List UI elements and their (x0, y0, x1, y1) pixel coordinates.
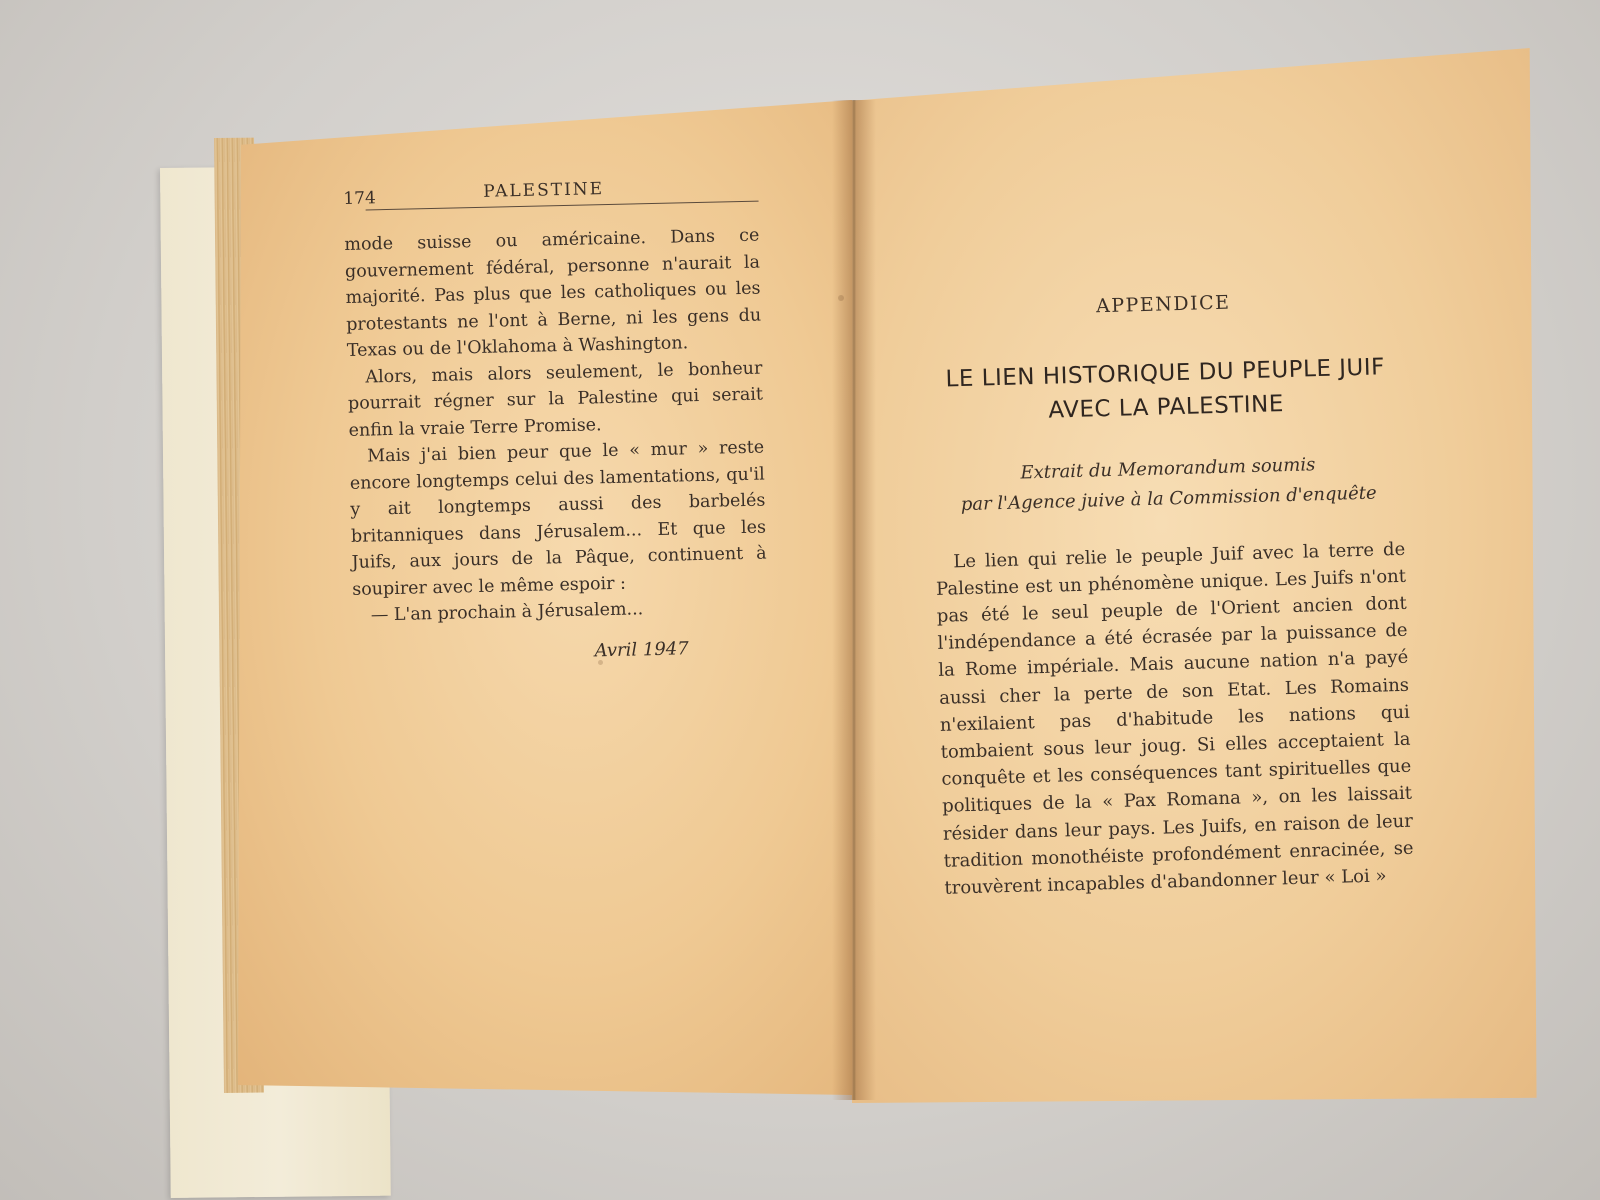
heading-line: LE LIEN HISTORIQUE DU PEUPLE JUIF (945, 353, 1386, 393)
heading-line: AVEC LA PALESTINE (1048, 390, 1285, 424)
right-page-content (928, 285, 1415, 902)
paragraph: Alors, mais alors seulement, le bonheur pourrait régner sur la Palestine qui serait enfin la vraie Terre Promise. (347, 358, 764, 441)
subheading (933, 447, 1404, 520)
chapter-heading (930, 349, 1402, 430)
subheading-line: par l'Agence juive à la Commission d'enquête (960, 482, 1377, 515)
paragraph: Le lien qui relie le peuple Juif avec la terre de Palestine est un phénomène unique. Les Juifs n'ont pas été le seul peuple de l'Orient ancien dont l'indépendance a été écrasée par la puissance de la Rome impériale. Mais aucune nation n'a payé aussi cher la perte de son Etat. Les Romains n'exilaient pas d'habitude les nations qui tombaient sous leur joug. Si elles acceptaient la conquête et les conséquences tant spirituelles que politiques de la « Pax Romana », on les laissait résider dans leur pays. Les Juifs, en raison de leur tradition monothéiste profondément enracinée, se trouvèrent incapables d'abandonner leur « Loi » (935, 538, 1414, 899)
book-gutter (832, 100, 876, 1100)
running-title: PALESTINE (483, 179, 605, 202)
date-signature: Avril 1947 (594, 637, 689, 661)
page-number: 174 (343, 188, 377, 209)
left-page-text (344, 223, 768, 630)
right-page-text (935, 535, 1415, 902)
paragraph: — L'an prochain à Jérusalem... (370, 599, 644, 626)
subheading-line: Extrait du Memorandum soumis (1020, 453, 1316, 483)
section-label: APPENDICE (1095, 291, 1231, 318)
paragraph: Mais j'ai bien peur que le « mur » reste encore longtemps celui des lamentations, qu'il y ait longtemps aussi des barbelés britanniques dans Jérusalem... Et que les Juifs, aux jours de la Pâque, continuent à soupirer avec le même espoir : (349, 437, 767, 600)
left-page-content (343, 173, 769, 670)
paragraph: mode suisse ou américaine. Dans ce gouvernement fédéral, personne n'aurait la majorité. Pas plus que les catholiques ou les protestants ne l'ont à Berne, ni les gens du Texas ou de l'Oklahoma à Washington. (344, 225, 762, 361)
paper-stain (838, 295, 844, 301)
